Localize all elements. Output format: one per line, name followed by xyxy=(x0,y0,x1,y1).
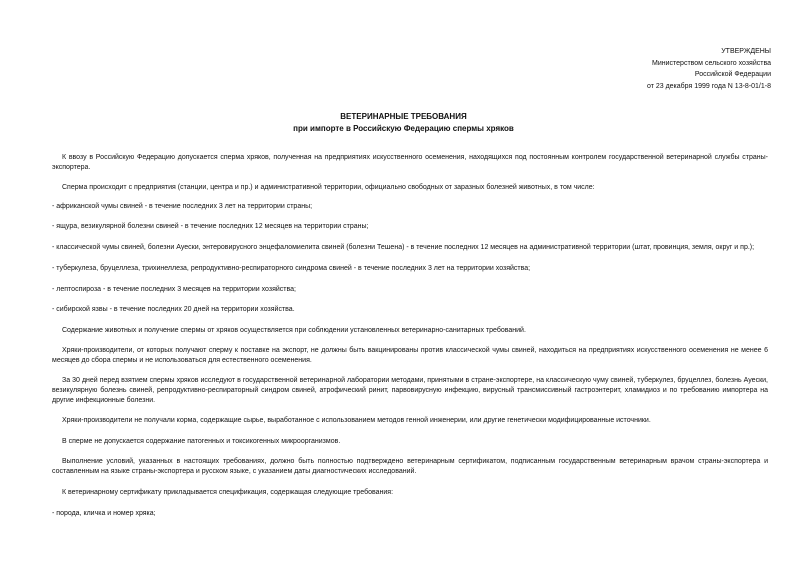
title-line-2: при импорте в Российскую Федерацию спермы хряков xyxy=(293,124,514,133)
list-item-4: - туберкулеза, бруцеллеза, трихинеллеза, репродуктивно-респираторного синдрома свиней - в течение последних 3 лет на территории хозяйства; xyxy=(52,265,531,272)
paragraph-9: К ветеринарному сертификату прикладывается спецификация, содержащая следующие требования: xyxy=(62,489,394,496)
title-line-1: ВЕТЕРИНАРНЫЕ ТРЕБОВАНИЯ xyxy=(340,112,467,121)
list-item-2: - ящура, везикулярной болезни свиней - в течение последних 12 месяцев на территории страны; xyxy=(52,223,369,230)
paragraph-1: К ввозу в Российскую Федерацию допускается сперма хряков, полученная на предприятиях искусственного осеменения, находящихся под постоянным контролем государственной ветеринарной службы страны-экспортера. xyxy=(52,154,768,171)
list-item-3: - классической чумы свиней, болезни Ауески, энтеровирусного энцефаломиелита свиней (болезни Тешена) - в течение последних 12 месяцев на административной территории (штат, провинция, земля, округ и пр.); xyxy=(52,244,755,251)
list-item-5: - лептоспироза - в течение последних 3 месяцев на территории хозяйства; xyxy=(52,286,296,293)
paragraph-5: За 30 дней перед взятием спермы хряков исследуют в государственной ветеринарной лаборатории методами, принятыми в стране-экспортере, на классическую чуму свиней, туберкулез, бруцеллез, болезнь Ауески, везикулярную болезнь свиней, репродуктивно-респираторный синдром свиней, атрофический ринит, парвовирусную инфекцию, вирусный трансмиссивный гастроэнтерит, хламидиоз и по требованию импортера на другие инфекционные болезни. xyxy=(52,377,768,404)
paragraph-2: Сперма происходит с предприятия (станции, центра и пр.) и административной территории, официально свободных от заразных болезней животных, в том числе: xyxy=(62,184,595,191)
approval-line-2: Министерством сельского хозяйства xyxy=(652,59,771,67)
paragraph-6: Хряки-производители не получали корма, содержащие сырье, выработанное с использованием методов генной инженерии, или другие генетически модифицированные источники. xyxy=(62,417,651,424)
paragraph-4: Хряки-производители, от которых получают сперму к поставке на экспорт, не должны быть вакцинированы против классической чумы свиней, находиться на предприятиях искусственного осеменения не менее 6 месяцев до сбора спермы и не использоваться для естественного осеменения. xyxy=(52,347,768,364)
approval-line-3: Российской Федерации xyxy=(694,71,771,78)
paragraph-7: В сперме не допускается содержание патогенных и токсикогенных микроорганизмов. xyxy=(62,438,341,445)
approval-stamp xyxy=(647,46,771,92)
approval-line-4: от 23 декабря 1999 года N 13-8-01/1-8 xyxy=(646,82,771,90)
approval-line-1: УТВЕРЖДЕНЫ xyxy=(721,48,771,55)
paragraph-3: Содержание животных и получение спермы от хряков осуществляется при соблюдении установленных ветеринарно-санитарных требований. xyxy=(62,327,526,334)
list-item-1: - африканской чумы свиней - в течение последних 3 лет на территории страны; xyxy=(52,203,313,210)
list-item-7: - порода, кличка и номер хряка; xyxy=(52,510,156,517)
document-title xyxy=(0,111,807,135)
list-item-6: - сибирской язвы - в течение последних 20 дней на территории хозяйства. xyxy=(52,306,295,313)
paragraph-8: Выполнение условий, указанных в настоящих требованиях, должно быть полностью подтверждено ветеринарным сертификатом, подписанным государственным ветеринарным врачом страны-экспортера и составленным на языке страны-экспортера и русском языке, с указанием даты диагностических исследований. xyxy=(52,458,768,475)
